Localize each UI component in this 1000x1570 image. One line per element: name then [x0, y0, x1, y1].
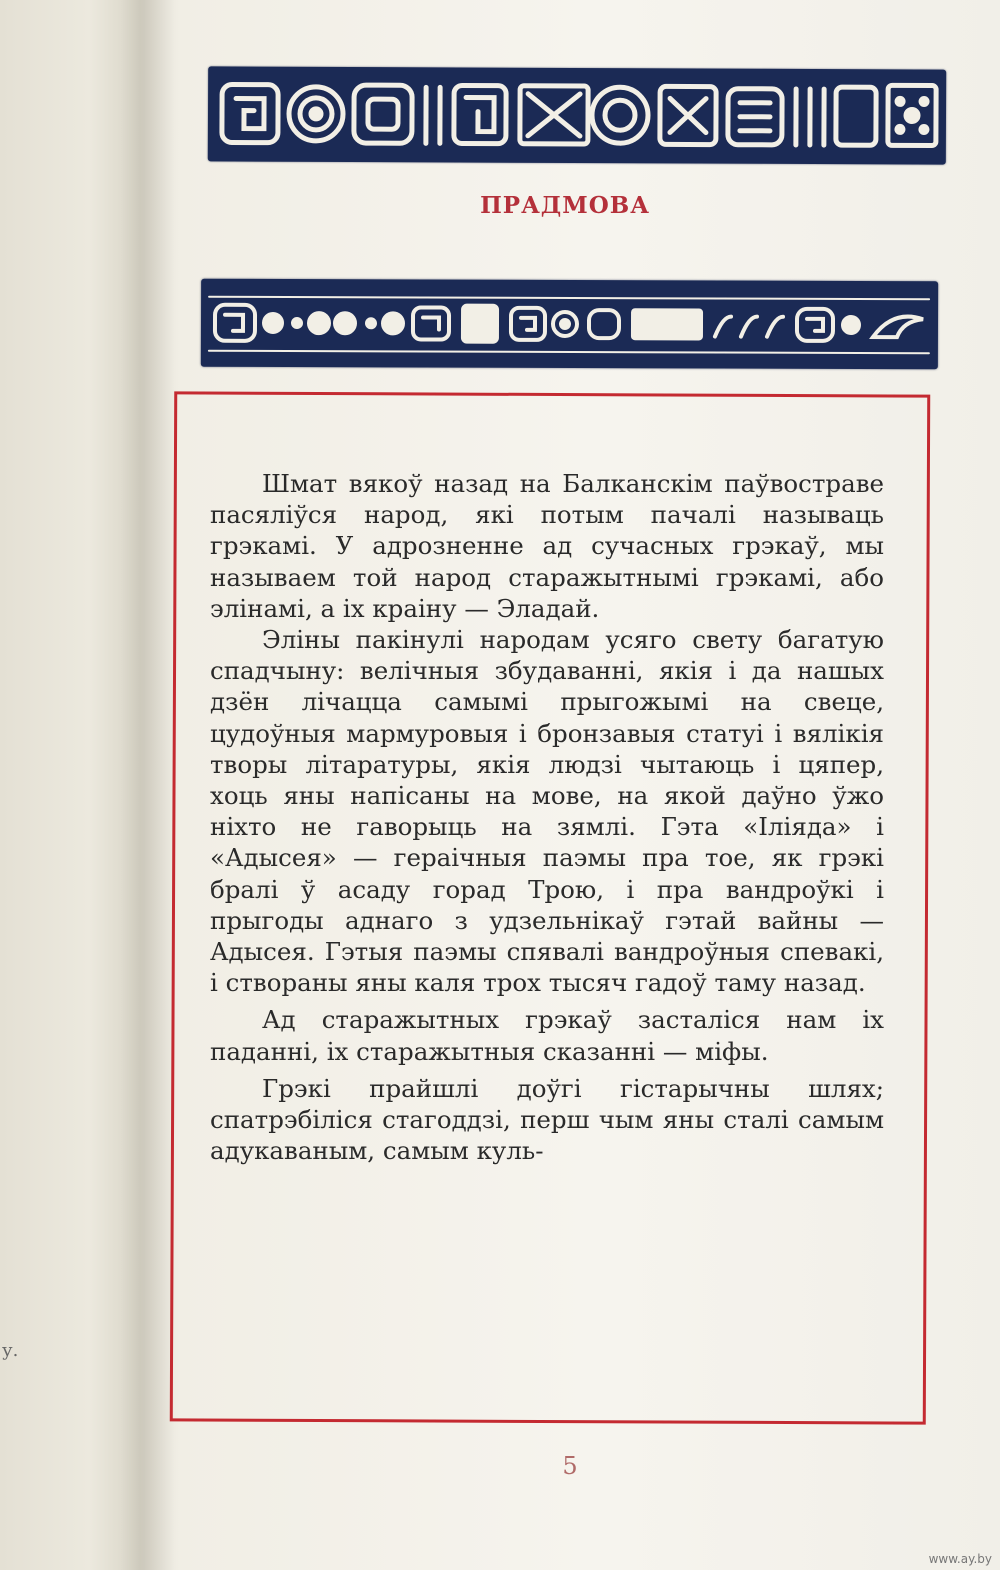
page-heading: ПРАДМОВА [480, 192, 650, 219]
paragraph-4: Грэкі прайшлі доўгі гістарычны шлях; спатрэбіліся стагоддзі, перш чым яны сталі самым адукаваным, самым куль- [210, 1073, 884, 1166]
ornament-pattern-bottom [201, 279, 938, 370]
left-margin-mark: у. [2, 1340, 19, 1361]
paragraph-1: Шмат вякоў назад на Балканскім паўвостраве пасяліўся народ, які потым пачалі называць грэкамі. У адрозненне ад сучасных грэкаў, мы называем той народ старажытнымі грэкамі, або элінамі, а іх краіну — Эладай. [210, 469, 884, 623]
ornament-band-bottom [201, 279, 938, 370]
ornament-pattern-top [208, 66, 946, 164]
ornament-band-top [208, 66, 946, 164]
page-number: 5 [562, 1452, 578, 1480]
watermark: www.ay.by [928, 1552, 992, 1566]
paragraph-3: Ад старажытных грэкаў засталіся нам іх паданні, іх старажытныя сказанні — міфы. [210, 1005, 884, 1066]
paragraph-2: Эліны пакінулі народам усяго свету багатую спадчыну: велічныя збудаванні, якія і да нашых дзён лічацца самымі прыгожымі на свеце, цудоўныя мармуровыя і бронзавыя статуі і вялікія творы літаратуры, якія людзі чытаюць і цяпер, хоць яны напісаны на мове, на якой даўно ўжо ніхто не гаворыць на зямлі. Гэта «Іліяда» і «Адысея» — гераічныя паэмы пра тое, як грэкі бралі ў асаду горад Трою, і пра вандроўкі і прыгоды аднаго з удзельнікаў гэтай вайны — Адысея. Гэтыя паэмы спявалі вандроўныя спевакі, і створаны яны каля трох тысяч гадоў таму назад. [210, 625, 884, 998]
body-text [210, 468, 884, 1166]
